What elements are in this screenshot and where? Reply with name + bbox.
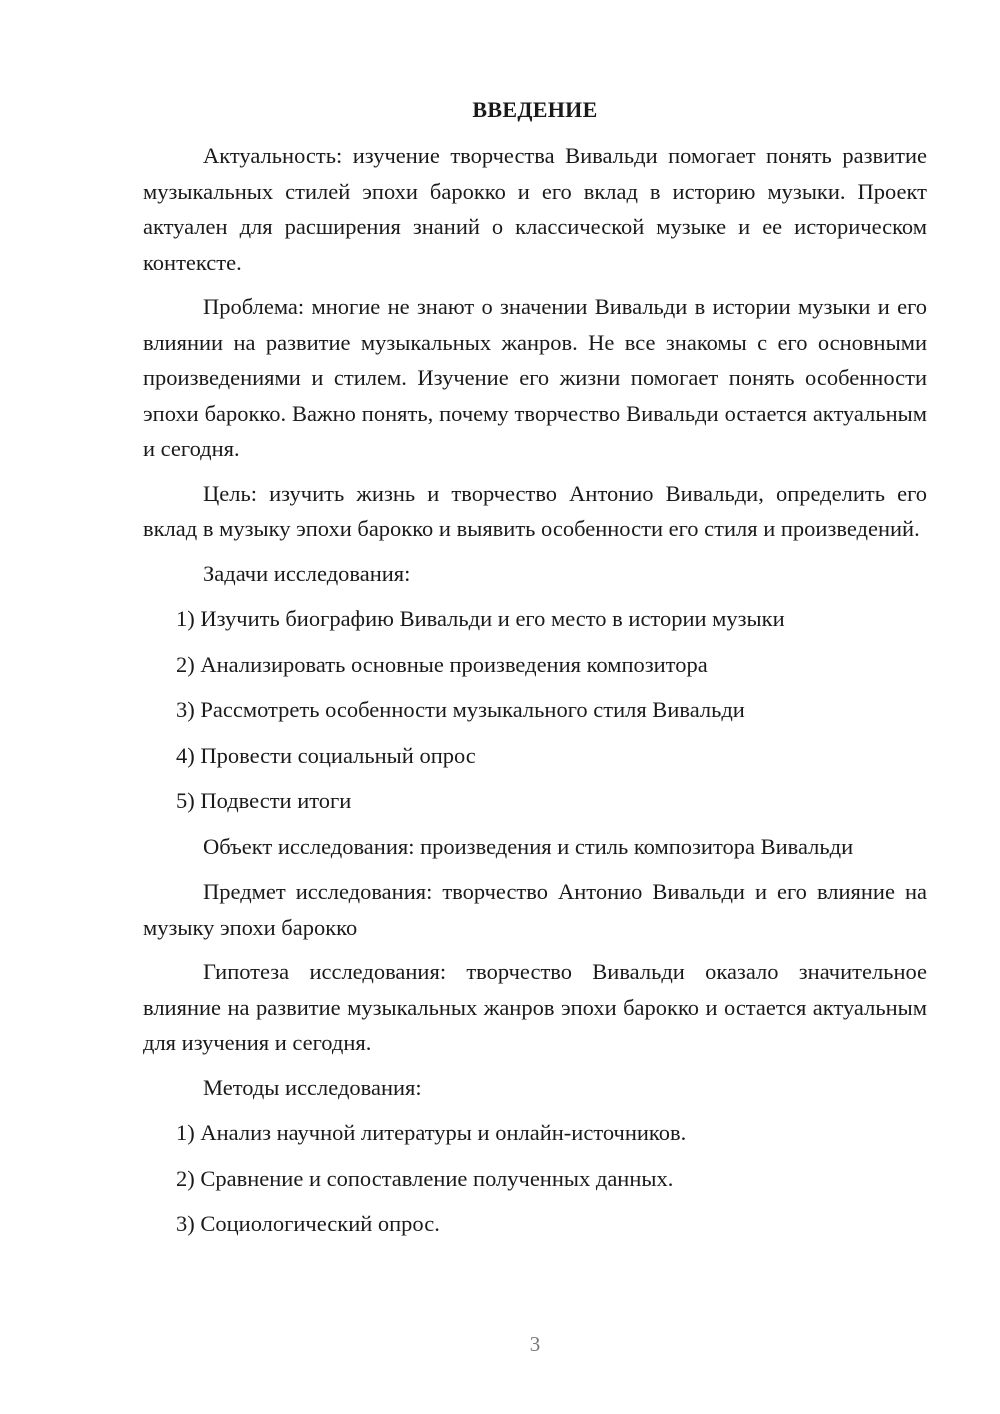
subject-paragraph: Предмет исследования: творчество Антонио Вивальди и его влияние на музыку эпохи барокко bbox=[143, 879, 927, 940]
list-item: 3) Рассмотреть особенности музыкального стиля Вивальди bbox=[176, 697, 745, 722]
list-item: 2) Сравнение и сопоставление полученных данных. bbox=[176, 1165, 674, 1191]
list-item: 5) Подвести итоги bbox=[176, 788, 352, 813]
tasks-heading: Задачи исследования: bbox=[203, 560, 411, 586]
list-item: 1) Изучить биографию Вивальди и его место в истории музыки bbox=[176, 606, 785, 631]
list-item: 3) Социологический опрос. bbox=[176, 1211, 440, 1236]
methods-list bbox=[143, 1115, 927, 1242]
list-item: 2) Анализировать основные произведения композитора bbox=[176, 651, 708, 677]
relevance-paragraph: Актуальность: изучение творчества Вивальди помогает понять развитие музыкальных стилей эпохи барокко и его вклад в историю музыки. Проект актуален для расширения знаний о классической музыке и ее историческом контексте. bbox=[143, 143, 927, 275]
tasks-list bbox=[143, 601, 927, 819]
hypothesis-paragraph: Гипотеза исследования: творчество Вивальди оказало значительное влияние на развитие музыкальных жанров эпохи барокко и остается актуальным для изучения и сегодня. bbox=[143, 959, 927, 1055]
problem-paragraph: Проблема: многие не знают о значении Вивальди в истории музыки и его влиянии на развитие музыкальных жанров. Не все знакомы с его основными произведениями и стилем. Изучение его жизни помогает понять особенности эпохи барокко. Важно понять, почему творчество Вивальди остается актуальным и сегодня. bbox=[143, 294, 927, 461]
page-number: 3 bbox=[529, 1332, 541, 1356]
section-title: ВВЕДЕНИЕ bbox=[472, 97, 598, 122]
methods-heading: Методы исследования: bbox=[203, 1074, 422, 1100]
page-content bbox=[143, 92, 927, 1252]
object-paragraph: Объект исследования: произведения и стиль композитора Вивальди bbox=[203, 833, 854, 859]
goal-paragraph: Цель: изучить жизнь и творчество Антонио Вивальди, определить его вклад в музыку эпохи барокко и выявить особенности его стиля и произведений. bbox=[143, 480, 927, 541]
list-item: 4) Провести социальный опрос bbox=[176, 742, 476, 768]
list-item: 1) Анализ научной литературы и онлайн-источников. bbox=[176, 1120, 687, 1145]
